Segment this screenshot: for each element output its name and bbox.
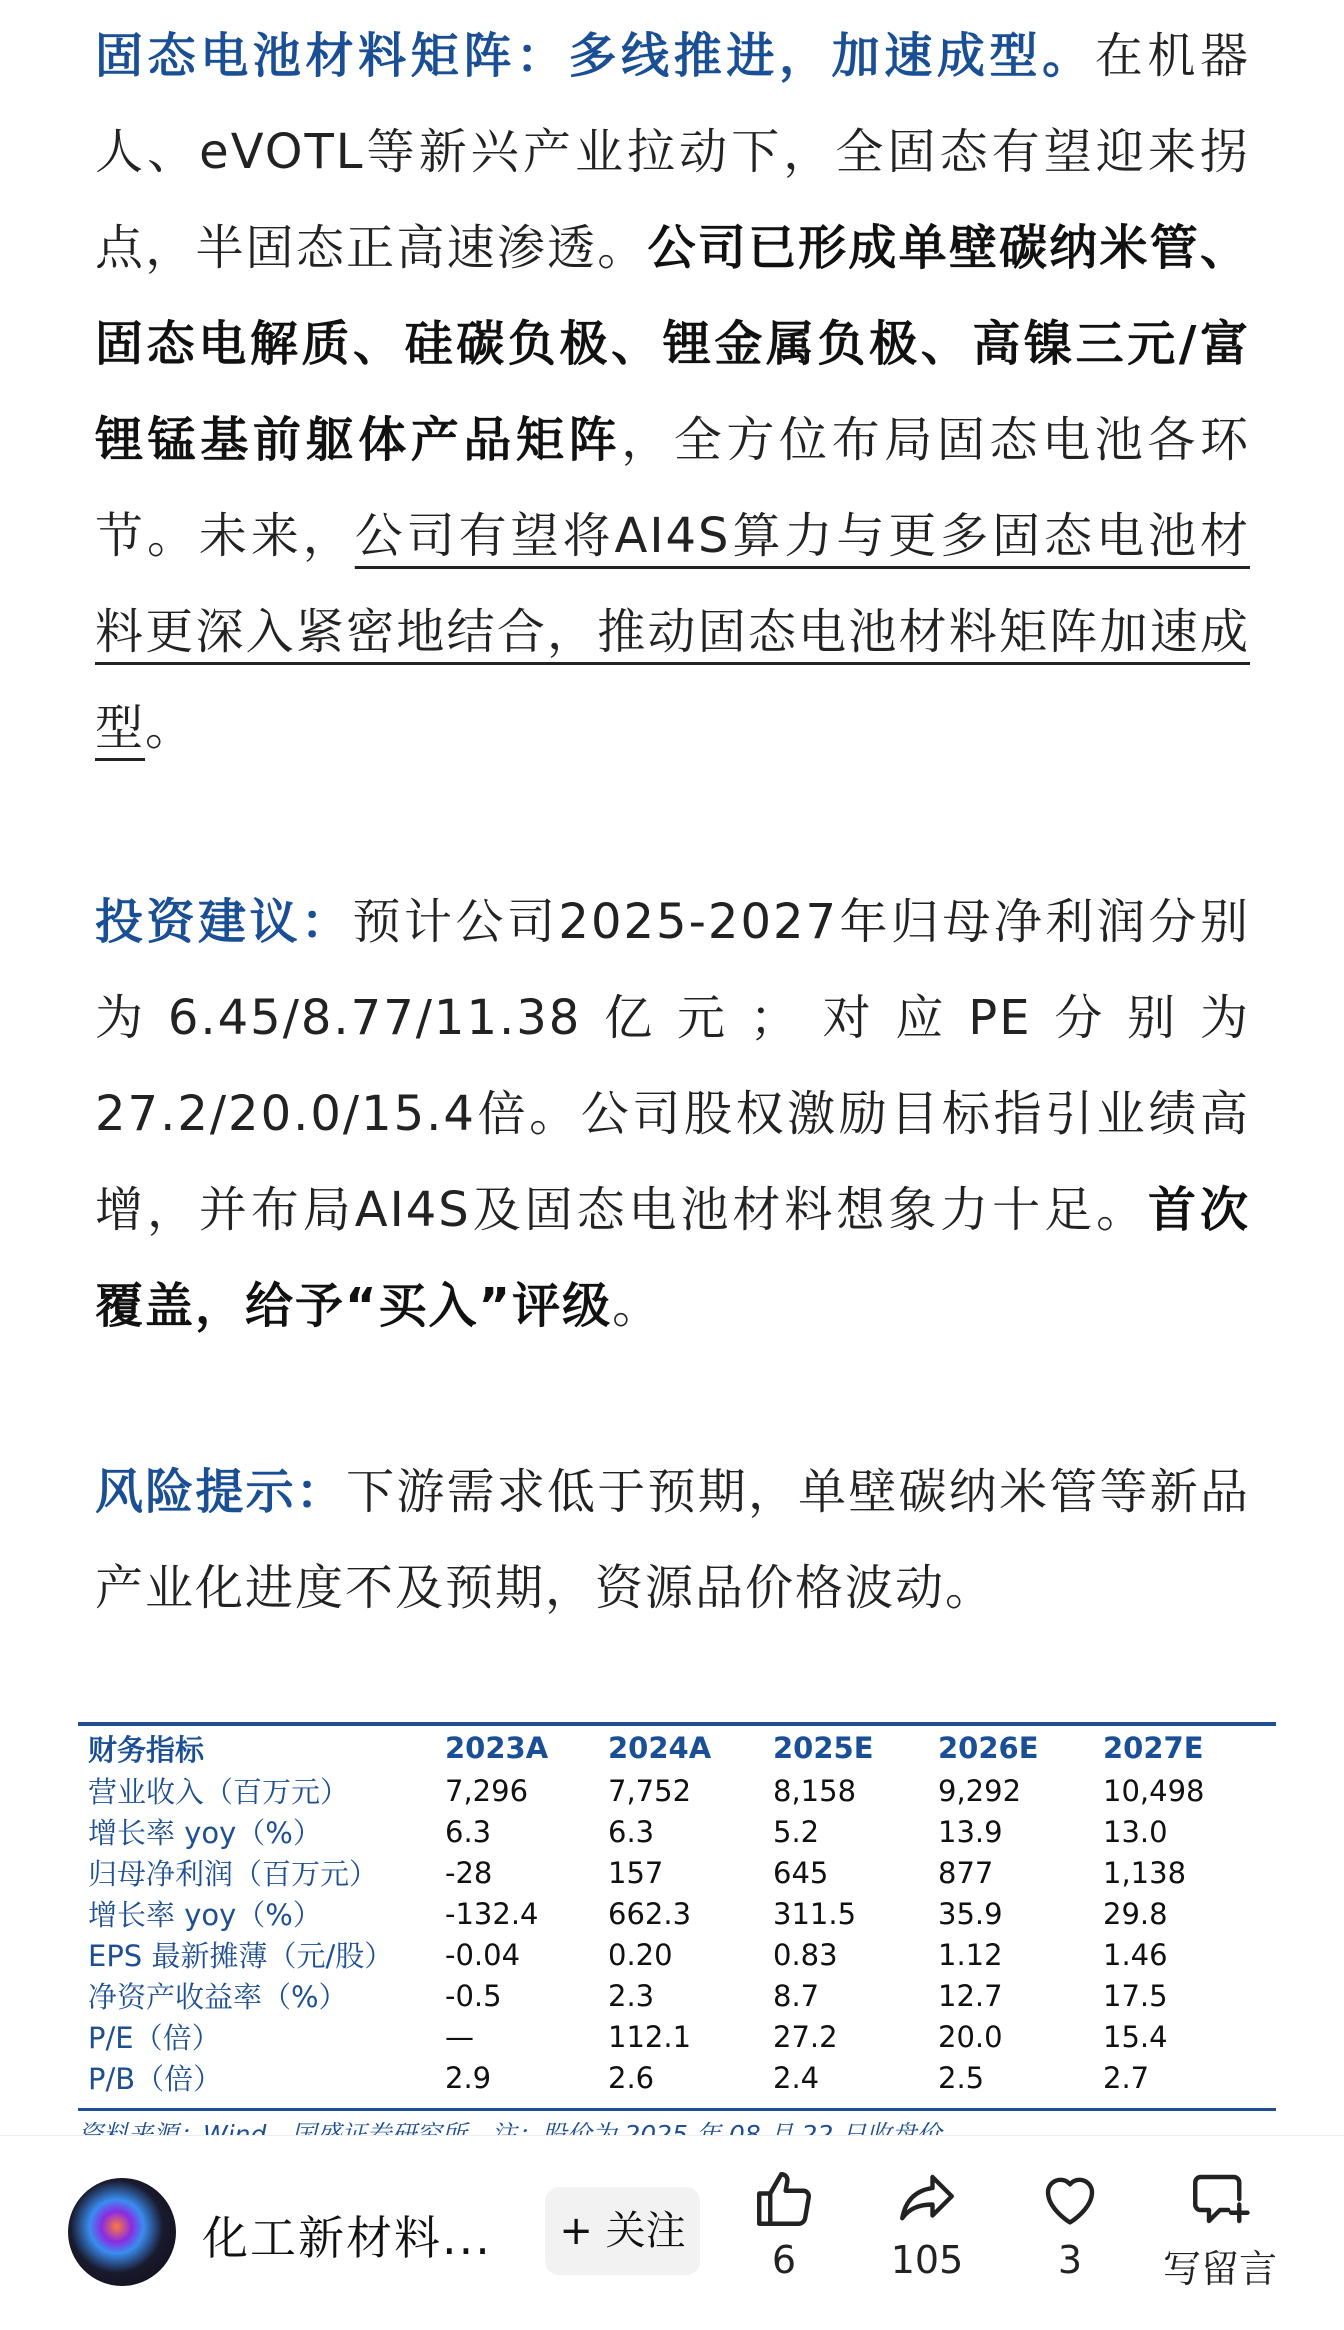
comment-label: 写留言 (1162, 2247, 1277, 2291)
text-segment: 预计公司2025-2027年归母净利润分别为6.45/8.77/11.38亿元；对应PE分别为27.2/20.0/15.4倍。公司股权激励目标指引业绩高增，并布局AI4S及固态电池材料想象力十足。 (95, 894, 1250, 1238)
table-cell: 1.46 (1103, 1937, 1168, 1972)
table-cell: 13.0 (1103, 1814, 1168, 1849)
table-row (78, 2016, 1276, 2057)
paragraph-investment-advice (95, 874, 1250, 1354)
table-cell: — (445, 2019, 474, 2054)
table-cell: 29.8 (1103, 1896, 1168, 1931)
table-cell: -132.4 (445, 1896, 539, 1931)
table-cell: 0.20 (608, 1937, 673, 1972)
table-header-cell: 2023A (445, 1731, 549, 1765)
table-row (78, 1852, 1276, 1893)
text-segment: 下游需求低于预期，单壁碳纳米管等新品产业化进度不及预期，资源品价格波动。 (95, 1464, 1250, 1616)
table-cell: 2.9 (445, 2060, 492, 2095)
table-row (78, 1811, 1276, 1852)
financial-table (78, 1726, 1276, 2098)
favorite-button[interactable] (1010, 2166, 1130, 2282)
financial-table-image (78, 1722, 1276, 2151)
like-button[interactable] (724, 2166, 844, 2282)
table-row-label: 增长率 yoy（%） (88, 1816, 322, 1850)
table-cell: 2.4 (773, 2060, 820, 2095)
table-cell: 15.4 (1103, 2019, 1168, 2054)
table-cell: 2.5 (938, 2060, 985, 2095)
table-header-cell: 2027E (1103, 1731, 1204, 1765)
share-count: 105 (890, 2238, 964, 2282)
table-header-cell: 2026E (938, 1731, 1039, 1765)
text-segment: ，全方位布局固态电池各环节。未来， (95, 412, 1250, 564)
table-header-cell: 2025E (773, 1731, 874, 1765)
table-cell: 12.7 (938, 1978, 1003, 2013)
table-header-cell: 2024A (608, 1731, 712, 1765)
table-row-label: P/E（倍） (88, 2021, 221, 2055)
table-cell: 662.3 (608, 1896, 692, 1931)
table-cell: 9,292 (938, 1773, 1022, 1808)
text-segment: 。 (612, 1278, 663, 1334)
channel-avatar[interactable] (68, 2178, 176, 2286)
table-row (78, 2057, 1276, 2098)
table-cell: 645 (773, 1855, 829, 1890)
table-row-label: 归母净利润（百万元） (88, 1857, 379, 1891)
table-bottom-rule (78, 2108, 1276, 2111)
thumbs-up-icon (724, 2166, 844, 2232)
bottom-action-bar (0, 2135, 1344, 2330)
table-row (78, 1893, 1276, 1934)
headline-investment-advice: 投资建议： (95, 894, 353, 950)
table-row (78, 1975, 1276, 2016)
table-cell: 1.12 (938, 1937, 1003, 1972)
table-cell: 13.9 (938, 1814, 1003, 1849)
table-row (78, 1934, 1276, 1975)
bold-rating: 首次覆盖，给予“买入”评级 (95, 1182, 1250, 1334)
table-cell: 2.7 (1103, 2060, 1150, 2095)
favorite-count: 3 (1057, 2238, 1083, 2282)
table-row-label: 增长率 yoy（%） (88, 1898, 322, 1932)
comment-plus-icon (1155, 2166, 1285, 2232)
table-cell: 27.2 (773, 2019, 838, 2054)
table-cell: 8,158 (773, 1773, 857, 1808)
share-arrow-icon (867, 2166, 987, 2232)
table-header-row (78, 1726, 1276, 1770)
table-cell: 6.3 (445, 1814, 492, 1849)
table-cell: 2.6 (608, 2060, 655, 2095)
like-count: 6 (771, 2238, 797, 2282)
table-cell: 10,498 (1103, 1773, 1205, 1808)
table-cell: -0.04 (445, 1937, 521, 1972)
table-cell: 35.9 (938, 1896, 1003, 1931)
comment-button[interactable] (1155, 2166, 1285, 2293)
table-row (78, 1770, 1276, 1811)
follow-button[interactable]: + 关注 (545, 2187, 700, 2275)
table-cell: -0.5 (445, 1978, 502, 2013)
table-cell: 17.5 (1103, 1978, 1168, 2013)
table-cell: 6.3 (608, 1814, 655, 1849)
table-cell: 311.5 (773, 1896, 857, 1931)
heart-icon (1010, 2166, 1130, 2232)
table-cell: 877 (938, 1855, 994, 1890)
channel-name[interactable]: 化工新材料... (202, 2211, 492, 2265)
table-cell: 157 (608, 1855, 664, 1890)
table-cell: 112.1 (608, 2019, 692, 2054)
table-cell: -28 (445, 1855, 493, 1890)
table-row-label: 营业收入（百万元） (88, 1775, 350, 1809)
table-cell: 1,138 (1103, 1855, 1187, 1890)
table-cell: 20.0 (938, 2019, 1003, 2054)
text-segment: 。 (145, 700, 196, 756)
table-row-label: P/B（倍） (88, 2062, 223, 2096)
underlined-outlook: 公司有望将AI4S算力与更多固态电池材料更深入紧密地结合，推动固态电池材料矩阵加速成型 (95, 508, 1250, 756)
table-header-cell: 财务指标 (88, 1732, 205, 1767)
paragraph-solid-battery (95, 8, 1250, 776)
table-row-label: EPS 最新摊薄（元/股） (88, 1939, 394, 1973)
paragraph-risk (95, 1444, 1250, 1636)
table-cell: 7,296 (445, 1773, 529, 1808)
headline-solid-battery: 固态电池材料矩阵：多线推进，加速成型。 (95, 28, 1095, 84)
table-cell: 5.2 (773, 1814, 820, 1849)
table-cell: 8.7 (773, 1978, 820, 2013)
table-cell: 2.3 (608, 1978, 655, 2013)
text-segment: 在机器人、eVOTL等新兴产业拉动下，全固态有望迎来拐点，半固态正高速渗透。 (95, 28, 1250, 276)
table-cell: 7,752 (608, 1773, 692, 1808)
table-cell: 0.83 (773, 1937, 838, 1972)
share-button[interactable] (867, 2166, 987, 2282)
bold-product-matrix: 公司已形成单壁碳纳米管、固态电解质、硅碳负极、锂金属负极、高镍三元/富锂锰基前躯体产品矩阵 (95, 220, 1250, 468)
table-row-label: 净资产收益率（%） (88, 1980, 348, 2014)
headline-risk: 风险提示： (95, 1464, 347, 1520)
